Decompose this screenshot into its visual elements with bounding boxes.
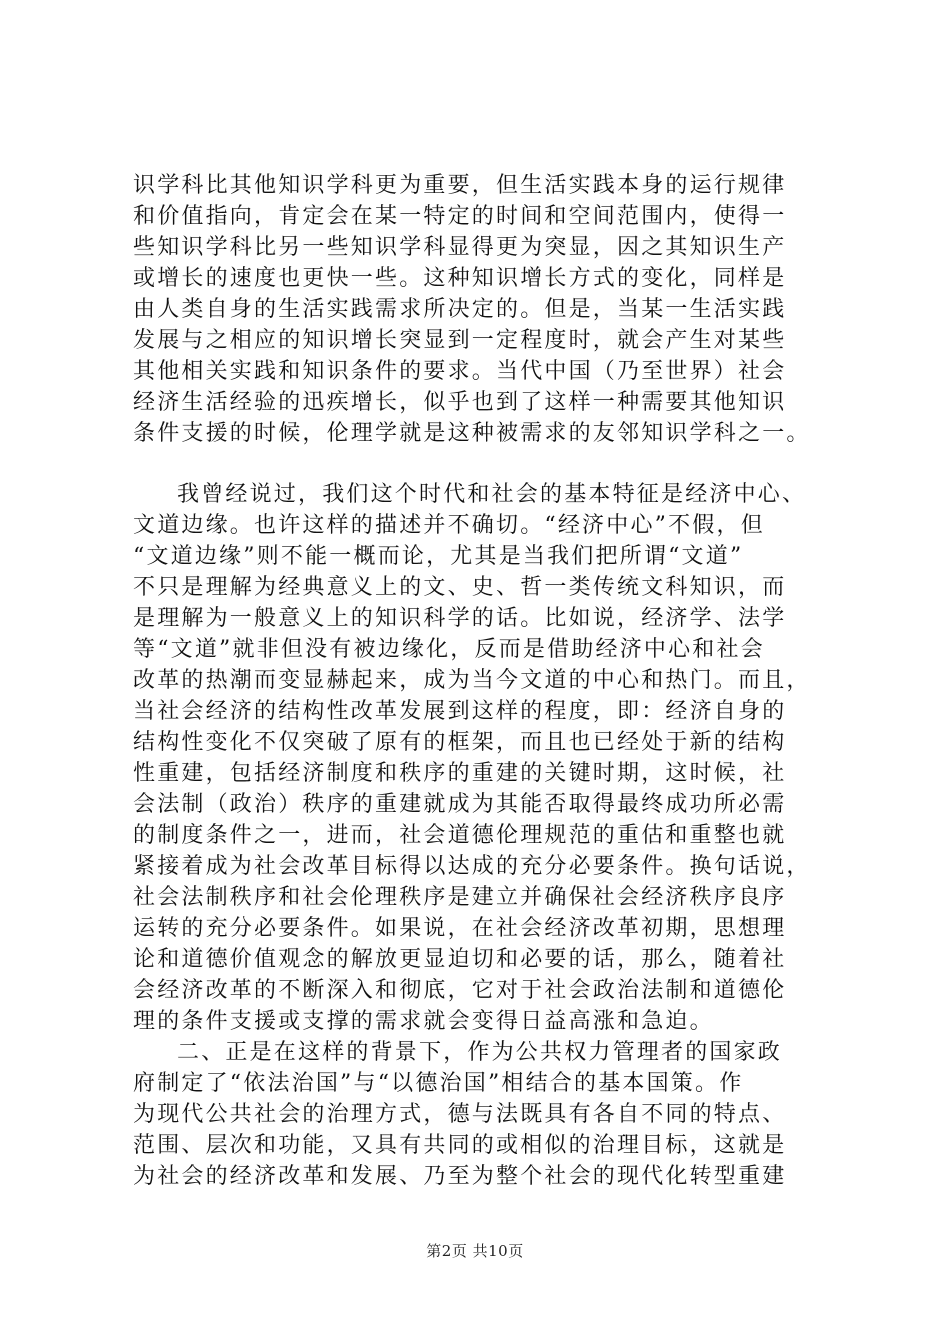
paragraph-spacer — [133, 449, 837, 479]
text-line: 运转的充分必要条件。如果说，在社会经济改革初期，思想理 — [133, 916, 787, 941]
text-line: 会法制（政治）秩序的重建就成为其能否取得最终成功所必需 — [133, 792, 787, 817]
page-number-footer: 第2页 共10页 — [426, 1242, 524, 1260]
text-line: 其他相关实践和知识条件的要求。当代中国（乃至世界）社会 — [133, 359, 787, 384]
text-line: 由人类自身的生活实践需求所决定的。但是，当某一生活实践 — [133, 297, 787, 322]
text-line: 范围、层次和功能，又具有共同的或相似的治理目标，这就是 — [133, 1133, 787, 1158]
text-line: 些知识学科比另一些知识学科显得更为突显，因之其知识生产 — [133, 235, 787, 260]
text-line: 我曾经说过，我们这个时代和社会的基本特征是经济中心、 — [177, 482, 807, 507]
text-line: 发展与之相应的知识增长突显到一定程度时，就会产生对某些 — [133, 328, 787, 353]
text-line: 文道边缘。也许这样的描述并不确切。“经济中心”不假，但 — [133, 513, 765, 538]
text-line: 经济生活经验的迅疾增长，似乎也到了这样一种需要其他知识 — [133, 390, 787, 415]
text-line: 当社会经济的结构性改革发展到这样的程度，即：经济自身的 — [133, 699, 787, 724]
paragraph-2 — [133, 479, 837, 1037]
text-line: 府制定了“依法治国”与“以德治国”相结合的基本国策。作 — [133, 1071, 744, 1096]
text-line: 是理解为一般意义上的知识科学的话。比如说，经济学、法学 — [133, 606, 787, 631]
text-line: 为现代公共社会的治理方式，德与法既具有各自不同的特点、 — [133, 1102, 787, 1127]
text-line: 和价值指向，肯定会在某一特定的时间和空间范围内，使得一 — [133, 204, 787, 229]
text-line: 等“文道”就非但没有被边缘化，反而是借助经济中心和社会 — [133, 637, 765, 662]
text-line: 紧接着成为社会改革目标得以达成的充分必要条件。换句话说， — [133, 854, 811, 879]
text-line: 识学科比其他知识学科更为重要，但生活实践本身的运行规律 — [133, 173, 787, 198]
text-line: 会经济改革的不断深入和彻底，它对于社会政治法制和道德伦 — [133, 978, 787, 1003]
text-line: “文道边缘”则不能一概而论，尤其是当我们把所谓“文道” — [133, 544, 744, 569]
text-line: 的制度条件之一，进而，社会道德伦理规范的重估和重整也就 — [133, 823, 787, 848]
text-line: 理的条件支援或支撑的需求就会变得日益高涨和急迫。 — [133, 1009, 714, 1034]
text-line: 为社会的经济改革和发展、乃至为整个社会的现代化转型重建 — [133, 1164, 787, 1189]
text-line: 论和道德价值观念的解放更显迫切和必要的话，那么，随着社 — [133, 947, 787, 972]
text-line: 结构性变化不仅突破了原有的框架，而且也已经处于新的结构 — [133, 730, 787, 755]
text-line: 或增长的速度也更快一些。这种知识增长方式的变化，同样是 — [133, 266, 787, 291]
paragraph-1 — [133, 170, 837, 449]
text-line: 社会法制秩序和社会伦理秩序是建立并确保社会经济秩序良序 — [133, 885, 787, 910]
text-line: 条件支援的时候，伦理学就是这种被需求的友邻知识学科之一。 — [133, 421, 811, 446]
text-line: 二、正是在这样的背景下，作为公共权力管理者的国家政 — [177, 1040, 783, 1065]
document-body — [133, 170, 837, 1192]
text-line: 改革的热潮而变显赫起来，成为当今文道的中心和热门。而且， — [133, 668, 811, 693]
paragraph-3 — [133, 1037, 837, 1192]
text-line: 不只是理解为经典意义上的文、史、哲一类传统文科知识，而 — [133, 575, 787, 600]
text-line: 性重建，包括经济制度和秩序的重建的关键时期，这时候，社 — [133, 761, 787, 786]
